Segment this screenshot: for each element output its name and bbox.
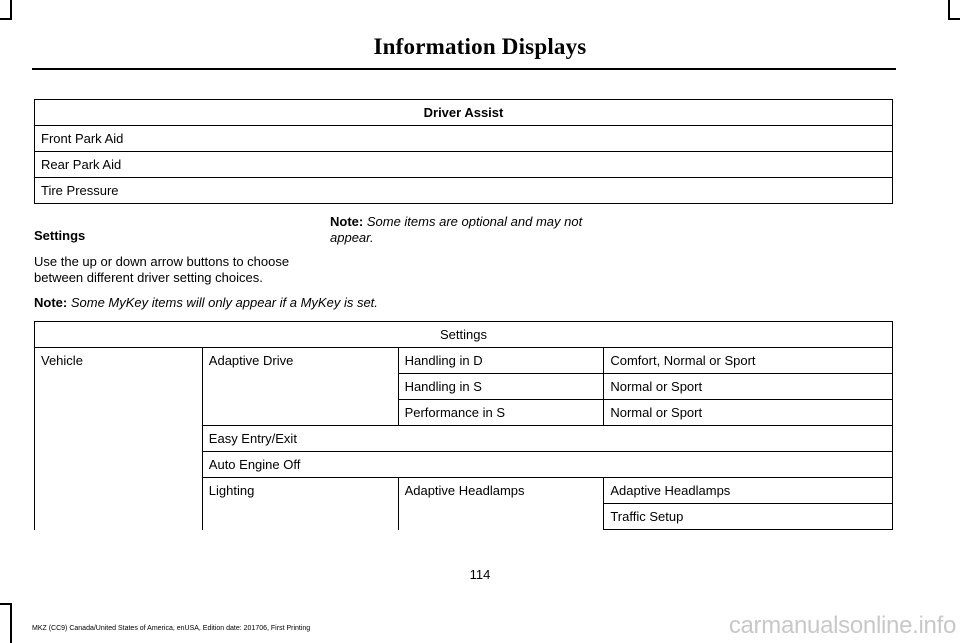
table-cell: Easy Entry/Exit: [202, 426, 892, 452]
table-cell-empty: [35, 374, 203, 400]
table-cell: Handling in S: [398, 374, 604, 400]
table-row: [35, 400, 893, 426]
crop-mark: [10, 603, 12, 643]
table-cell: Normal or Sport: [604, 374, 893, 400]
note-optional: [330, 214, 620, 246]
table-cell-empty: [202, 400, 398, 426]
page-number: 114: [469, 567, 491, 582]
table-row: [35, 178, 893, 204]
edition-footer: MKZ (CC9) Canada/United States of America, enUSA, Edition date: 201706, First Printing: [32, 625, 311, 632]
table-cell: Rear Park Aid: [35, 152, 893, 178]
table-row: [35, 504, 893, 530]
crop-mark: [0, 18, 12, 20]
table-cell: Traffic Setup: [604, 504, 893, 530]
driver-assist-table: [34, 99, 893, 204]
table-row: [35, 452, 893, 478]
table-heading: Driver Assist: [35, 100, 893, 126]
table-cell: Adaptive Headlamps: [398, 478, 604, 504]
table-cell: Normal or Sport: [604, 400, 893, 426]
section-body: Use the up or down arrow buttons to choose between different driver setting choices.: [34, 254, 290, 285]
table-cell-adaptive-drive: Adaptive Drive: [202, 348, 398, 374]
header-divider: [32, 68, 896, 70]
table-cell: Adaptive Headlamps: [604, 478, 893, 504]
table-cell: Performance in S: [398, 400, 604, 426]
table-cell-empty: [35, 504, 203, 530]
settings-intro: [34, 228, 319, 286]
table-row: [35, 348, 893, 374]
table-cell-empty: [202, 374, 398, 400]
section-subheading: Settings: [34, 228, 86, 243]
table-cell: Comfort, Normal or Sport: [604, 348, 893, 374]
crop-mark: [948, 18, 960, 20]
watermark: carmanualsonline.info: [728, 612, 956, 639]
table-row: [35, 152, 893, 178]
table-cell-empty: [35, 452, 203, 478]
note-text: Some MyKey items will only appear if a MyKey is set.: [70, 295, 378, 310]
table-cell: Front Park Aid: [35, 126, 893, 152]
crop-mark: [0, 603, 12, 605]
table-heading: Settings: [35, 322, 893, 348]
note-label: Note:: [330, 214, 364, 229]
table-row: [35, 126, 893, 152]
table-cell: Tire Pressure: [35, 178, 893, 204]
table-row: [35, 374, 893, 400]
table-row: [35, 478, 893, 504]
table-cell-empty: [35, 400, 203, 426]
table-row: [35, 426, 893, 452]
note-mykey: [34, 295, 378, 311]
crop-mark: [10, 0, 12, 20]
table-cell: Auto Engine Off: [202, 452, 892, 478]
table-cell: Handling in D: [398, 348, 604, 374]
table-cell-empty: [202, 504, 398, 530]
table-cell-lighting: Lighting: [202, 478, 398, 504]
note-text: Some items are optional and may not appear.: [330, 214, 583, 245]
page-title: Information Displays: [373, 34, 587, 59]
table-cell-empty: [35, 426, 203, 452]
crop-mark: [948, 0, 950, 20]
table-cell-vehicle: Vehicle: [35, 348, 203, 374]
table-cell-empty: [35, 478, 203, 504]
note-label: Note:: [34, 295, 68, 310]
settings-table: [34, 321, 893, 530]
table-cell-empty: [398, 504, 604, 530]
